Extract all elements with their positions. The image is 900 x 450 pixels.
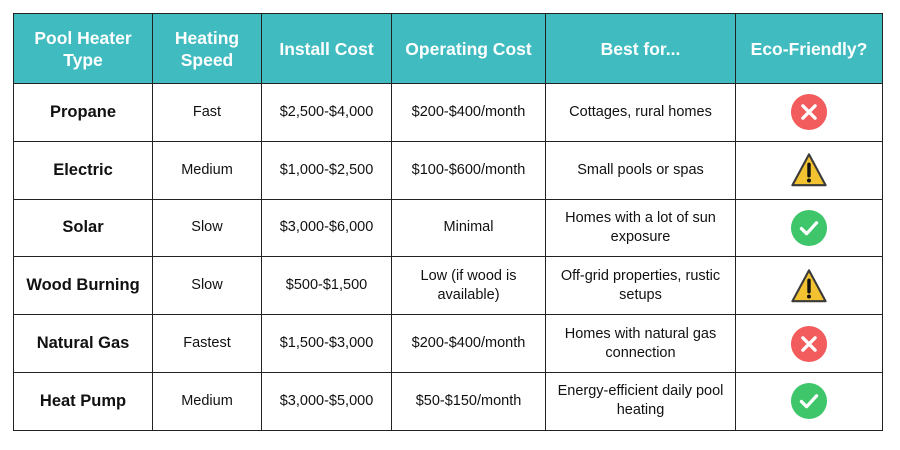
install-cost-cell: $1,500-$3,000 bbox=[262, 315, 392, 373]
eco-friendly-cell bbox=[736, 199, 883, 257]
operating-cost-cell: Minimal bbox=[392, 199, 546, 257]
heater-type-cell: Natural Gas bbox=[14, 315, 153, 373]
operating-cost-cell: $100-$600/month bbox=[392, 141, 546, 199]
x-icon bbox=[790, 325, 828, 363]
install-cost-cell: $3,000-$6,000 bbox=[262, 199, 392, 257]
heater-type-cell: Heat Pump bbox=[14, 372, 153, 430]
eco-friendly-cell bbox=[736, 141, 883, 199]
table-row bbox=[14, 199, 883, 257]
table-row bbox=[14, 315, 883, 373]
header-heating-speed: Heating Speed bbox=[153, 14, 262, 84]
best-for-cell: Off-grid properties, rustic setups bbox=[546, 257, 736, 315]
install-cost-cell: $1,000-$2,500 bbox=[262, 141, 392, 199]
install-cost-cell: $3,000-$5,000 bbox=[262, 372, 392, 430]
heater-type-cell: Solar bbox=[14, 199, 153, 257]
header-row bbox=[14, 14, 883, 84]
operating-cost-cell: $200-$400/month bbox=[392, 84, 546, 142]
check-icon bbox=[790, 209, 828, 247]
header-operating-cost: Operating Cost bbox=[392, 14, 546, 84]
heating-speed-cell: Fast bbox=[153, 84, 262, 142]
heater-type-cell: Propane bbox=[14, 84, 153, 142]
best-for-cell: Homes with a lot of sun exposure bbox=[546, 199, 736, 257]
heating-speed-cell: Medium bbox=[153, 141, 262, 199]
header-best-for: Best for... bbox=[546, 14, 736, 84]
check-icon bbox=[790, 382, 828, 420]
eco-friendly-cell bbox=[736, 257, 883, 315]
install-cost-cell: $500-$1,500 bbox=[262, 257, 392, 315]
operating-cost-cell: $50-$150/month bbox=[392, 372, 546, 430]
best-for-cell: Energy-efficient daily pool heating bbox=[546, 372, 736, 430]
warning-icon bbox=[790, 267, 828, 305]
header-install-cost: Install Cost bbox=[262, 14, 392, 84]
operating-cost-cell: Low (if wood is available) bbox=[392, 257, 546, 315]
best-for-cell: Cottages, rural homes bbox=[546, 84, 736, 142]
heating-speed-cell: Slow bbox=[153, 199, 262, 257]
eco-friendly-cell bbox=[736, 315, 883, 373]
pool-heater-comparison-table bbox=[13, 13, 883, 431]
header-pool-heater-type: Pool Heater Type bbox=[14, 14, 153, 84]
heater-type-cell: Electric bbox=[14, 141, 153, 199]
best-for-cell: Small pools or spas bbox=[546, 141, 736, 199]
heater-type-cell: Wood Burning bbox=[14, 257, 153, 315]
header-eco-friendly: Eco-Friendly? bbox=[736, 14, 883, 84]
heating-speed-cell: Slow bbox=[153, 257, 262, 315]
operating-cost-cell: $200-$400/month bbox=[392, 315, 546, 373]
table-row bbox=[14, 84, 883, 142]
heating-speed-cell: Medium bbox=[153, 372, 262, 430]
x-icon bbox=[790, 93, 828, 131]
best-for-cell: Homes with natural gas connection bbox=[546, 315, 736, 373]
table-row bbox=[14, 141, 883, 199]
heating-speed-cell: Fastest bbox=[153, 315, 262, 373]
eco-friendly-cell bbox=[736, 84, 883, 142]
warning-icon bbox=[790, 151, 828, 189]
table-row bbox=[14, 372, 883, 430]
table-row bbox=[14, 257, 883, 315]
install-cost-cell: $2,500-$4,000 bbox=[262, 84, 392, 142]
eco-friendly-cell bbox=[736, 372, 883, 430]
